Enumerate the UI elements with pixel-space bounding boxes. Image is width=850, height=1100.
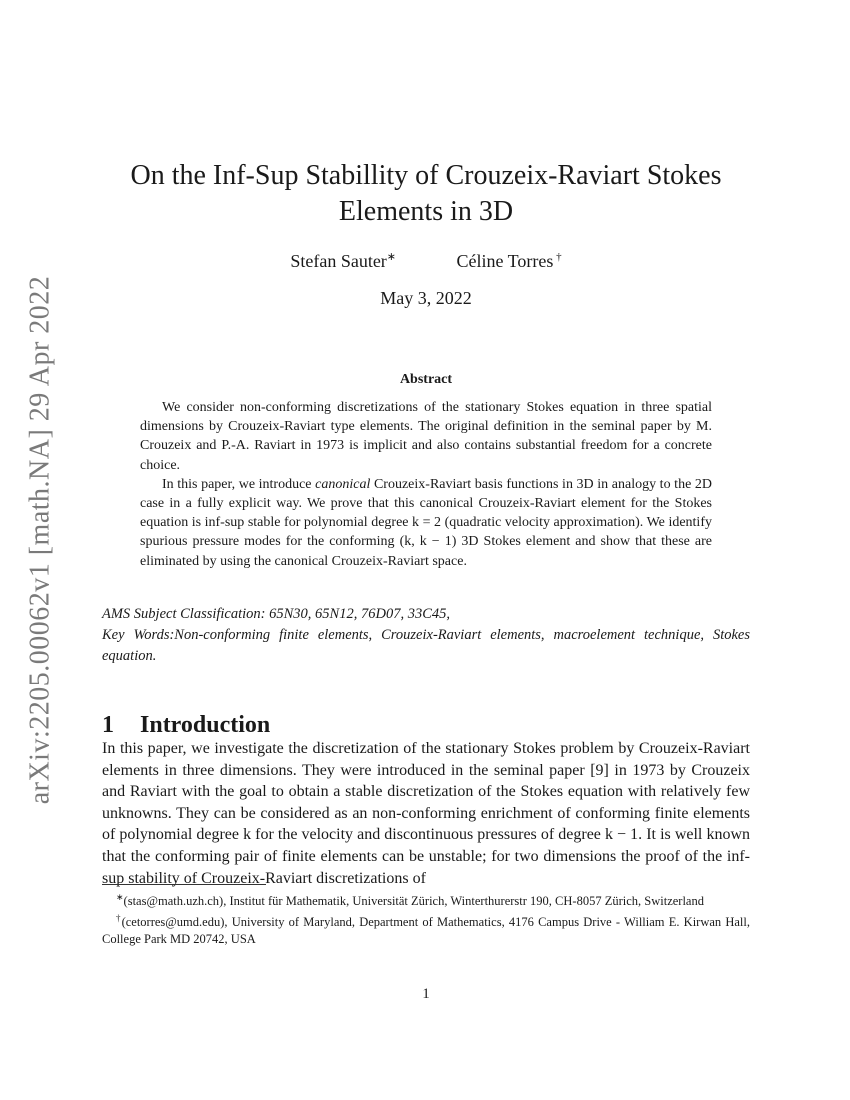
- author-footnote-mark: †: [553, 251, 562, 263]
- page-number: 1: [422, 986, 430, 1002]
- abstract-emphasis: canonical: [315, 476, 371, 492]
- footnote-text: (cetorres@umd.edu), University of Maryland, Department of Mathematics, 4176 Campus Drive - William E. Kirwan Hall, College Park MD 20742, USA: [102, 915, 750, 947]
- ams-classification: AMS Subject Classification: 65N30, 65N12, 76D07, 33C45,: [102, 606, 450, 622]
- title-line-1: On the Inf-Sup Stabillity of Crouzeix-Raviart Stokes: [130, 160, 722, 191]
- footnote-mark: †: [116, 913, 122, 924]
- introduction-body: [102, 738, 750, 889]
- abstract-heading: Abstract: [399, 372, 453, 387]
- arxiv-identifier: arXiv:2205.00062v1 [math.NA] 29 Apr 2022: [24, 275, 56, 805]
- section-heading: [102, 712, 270, 739]
- footnote: [102, 889, 750, 910]
- paper-date: May 3, 2022: [380, 288, 472, 308]
- abstract-text: In this paper, we introduce: [162, 476, 316, 492]
- paper-page: [102, 0, 750, 1100]
- author-list: [102, 250, 750, 272]
- keywords: Key Words:Non-conforming finite elements, Crouzeix-Raviart elements, macroelement technique, Stokes equation.: [102, 627, 750, 664]
- abstract-text: Crouzeix-Raviart basis functions in 3D in analogy to the 2D case in a fully explicit way. We prove that this canonical Crouzeix-Raviart element for the Stokes equation is inf-sup stable for polynomial degree k = 2 (quadratic velocity approximation). We identify spurious pressure modes for the conforming (k, k − 1) 3D Stokes element and show that these are eliminated by using the canonical Crouzeix-Raviart space.: [140, 476, 712, 569]
- author-footnote-mark: ∗: [386, 251, 397, 263]
- footnote-rule: [102, 884, 266, 885]
- abstract-body: [140, 398, 712, 571]
- paper-metadata: [102, 604, 750, 667]
- footnote-text: (stas@math.uzh.ch), Institut für Mathematik, Universität Zürich, Winterthurerstr 190, CH-8057 Zürich, Switzerland: [123, 894, 704, 909]
- abstract-paragraph: [140, 475, 712, 571]
- footnote-mark: ∗: [116, 892, 124, 902]
- paper-title: [102, 158, 750, 230]
- author: [457, 251, 562, 272]
- author-name: Céline Torres: [456, 251, 554, 271]
- intro-paragraph: In this paper, we investigate the discretization of the stationary Stokes problem by Crouzeix-Raviart elements in three dimensions. They were introduced in the seminal paper [9] in 1973 by Crouzeix and Raviart with the goal to obtain a stable discretization of the Stokes equation with relatively few unknowns. They can be considered as an non-conforming enrichment of conforming finite elements of polynomial degree k for the velocity and discontinuous pressures of degree k − 1. It is well known that the conforming pair of finite elements can be unstable; for two dimensions the proof of the inf-sup stability of Crouzeix-Raviart discretizations of: [102, 740, 750, 887]
- section-title: Introduction: [140, 711, 271, 738]
- abstract-paragraph: We consider non-conforming discretizations of the stationary Stokes equation in three spatial dimensions by Crouzeix-Raviart type elements. The original definition in the seminal paper by M. Crouzeix and P.-A. Raviart in 1973 is implicit and also contains substantial freedom for a concrete choice.: [140, 400, 712, 473]
- author-name: Stefan Sauter: [290, 251, 387, 271]
- author: [290, 250, 396, 272]
- arxiv-sidebar: [10, 270, 70, 810]
- title-line-2: Elements in 3D: [338, 196, 514, 227]
- footnote: [102, 910, 750, 948]
- footnotes: [102, 889, 750, 948]
- section-number: 1: [102, 711, 114, 738]
